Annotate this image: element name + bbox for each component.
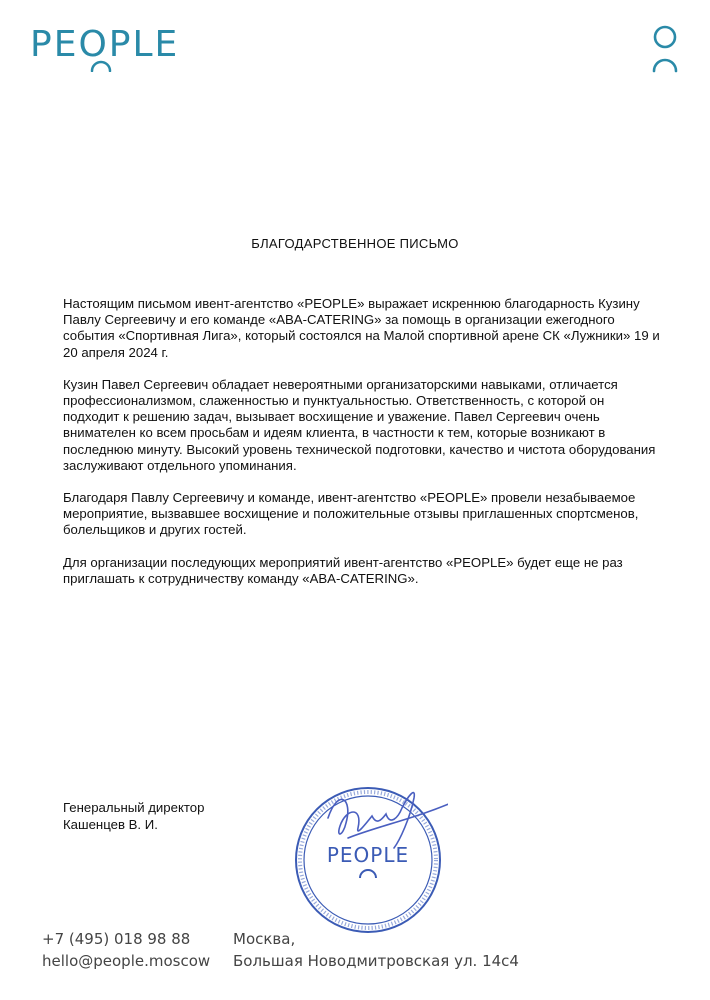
- paragraph-4: Для организации последующих мероприятий ивент-агентство «PEOPLE» будет еще не раз приглашать к сотрудничеству команду «ABA-CATERING».: [63, 554, 623, 586]
- contact-block: [42, 928, 210, 972]
- company-logo: PEOPLE: [30, 24, 180, 65]
- letter-title: БЛАГОДАРСТВЕННОЕ ПИСЬМО: [251, 236, 459, 251]
- letter-body: [63, 296, 663, 603]
- signer-position: Генеральный директор: [63, 800, 205, 815]
- street-address: Большая Новодмитровская ул. 14с4: [233, 952, 519, 970]
- signer-name: Кашенцев В. И.: [63, 817, 158, 832]
- phone-number[interactable]: +7 (495) 018 98 88: [42, 930, 191, 948]
- company-stamp-icon: [288, 778, 448, 938]
- signature-scribble-icon: [328, 793, 448, 848]
- smile-arc-icon: [90, 60, 112, 72]
- address-block: [233, 928, 519, 972]
- paragraph-3: Благодаря Павлу Сергеевичу и команде, ивент-агентство «PEOPLE» провели незабываемое мероприятие, вызвавшее восхищение и положительные отзывы приглашенных спортсменов, болельщиков и других гостей.: [63, 490, 639, 538]
- email-link[interactable]: hello@people.moscow: [42, 952, 211, 970]
- paragraph-1: Настоящим письмом ивент-агентство «PEOPLE» выражает искреннюю благодарность Кузину Павлу Сергеевичу и его команде «ABA-CATERING» за помощь в организации ежегодного события «Спортивная Лига», который состоялся на Малой спортивной арене СК «Лужники» 19 и 20 апреля 2024 г.: [63, 296, 660, 360]
- paragraph-2: Кузин Павел Сергеевич обладает невероятными организаторскими навыками, отличается профессионализмом, слаженностью и пунктуальностью. Ответственность, с которой он подходит к решению задач, вызывает восхищение и уважение. Павел Сергеевич очень внимателен ко всем просьбам и идеям клиента, в частности к тем, которые возникают в последнюю минуту. Высокий уровень технической подготовки, качество и чистота оборудования заслуживают отдельного упоминания.: [63, 376, 656, 473]
- people-mark-icon: [650, 24, 680, 74]
- stamp-text: PEOPLE: [326, 843, 410, 867]
- city: Москва,: [233, 930, 296, 948]
- signer-block: [63, 799, 204, 833]
